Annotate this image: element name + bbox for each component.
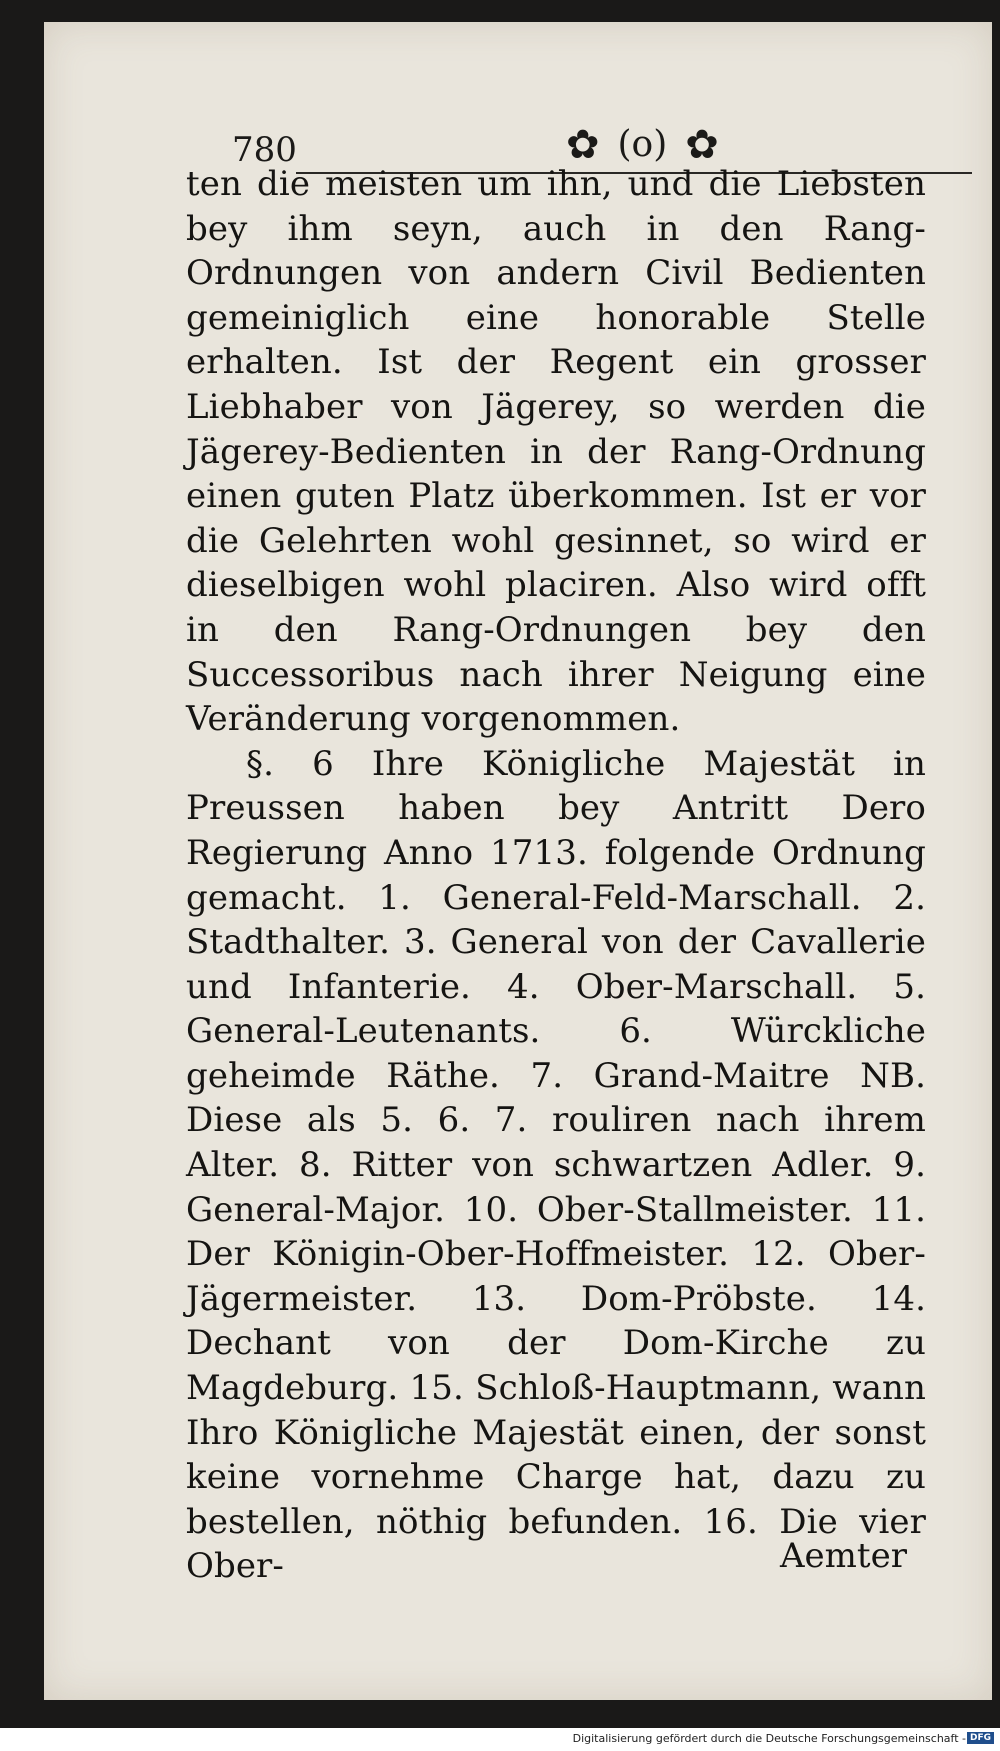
catchword: Aemter [780, 1536, 907, 1576]
page-body [186, 162, 926, 1589]
center-ornament: (o) [617, 124, 668, 165]
dfg-logo: DFG [967, 1732, 994, 1744]
paragraph-continuation: ten die meisten um ihn, und die Liebsten bey ihm seyn, auch in den Rang-Ordnungen von andern Civil Bedienten gemeiniglich eine honorable Stelle erhalten. Ist der Regent ein grosser Liebhaber von Jägerey, so werden die Jägerey-Bedienten in der Rang-Ordnung einen guten Platz überkommen. Ist er vor die Gelehrten wohl gesinnet, so wird er dieselbigen wohl placiren. Also wird offt in den Rang-Ordnungen bey den Successoribus nach ihrer Neigung eine Veränderung vorgenommen. [186, 164, 926, 740]
paragraph-section-6: §. 6 Ihre Königliche Majestät in Preussen haben bey Antritt Dero Regierung Anno 1713. folgende Ordnung gemacht. 1. General-Feld-Marschall. 2. Stadthalter. 3. General von der Cavallerie und Infanterie. 4. Ober-Marschall. 5. General-Leutenants. 6. Würckliche geheimde Räthe. 7. Grand-Maitre NB. Diese als 5. 6. 7. rouliren nach ihrem Alter. 8. Ritter von schwartzen Adler. 9. General-Major. 10. Ober-Stallmeister. 11. Der Königin-Ober-Hoffmeister. 12. Ober-Jägermeister. 13. Dom-Pröbste. 14. Dechant von der Dom-Kirche zu Magdeburg. 15. Schloß-Hauptmann, wann Ihro Königliche Majestät einen, der sonst keine vornehme Charge hat, dazu zu bestellen, nöthig befunden. 16. Die vier Ober- [186, 743, 926, 1587]
flower-ornament-icon: ✿ [685, 121, 719, 168]
footer-bar [0, 1728, 1000, 1751]
flower-ornament-icon: ✿ [566, 121, 600, 168]
footer-credit: Digitalisierung gefördert durch die Deutsche Forschungsgemeinschaft - [572, 1732, 966, 1745]
page-number: 780 [232, 130, 297, 170]
header-ornament [566, 121, 719, 168]
